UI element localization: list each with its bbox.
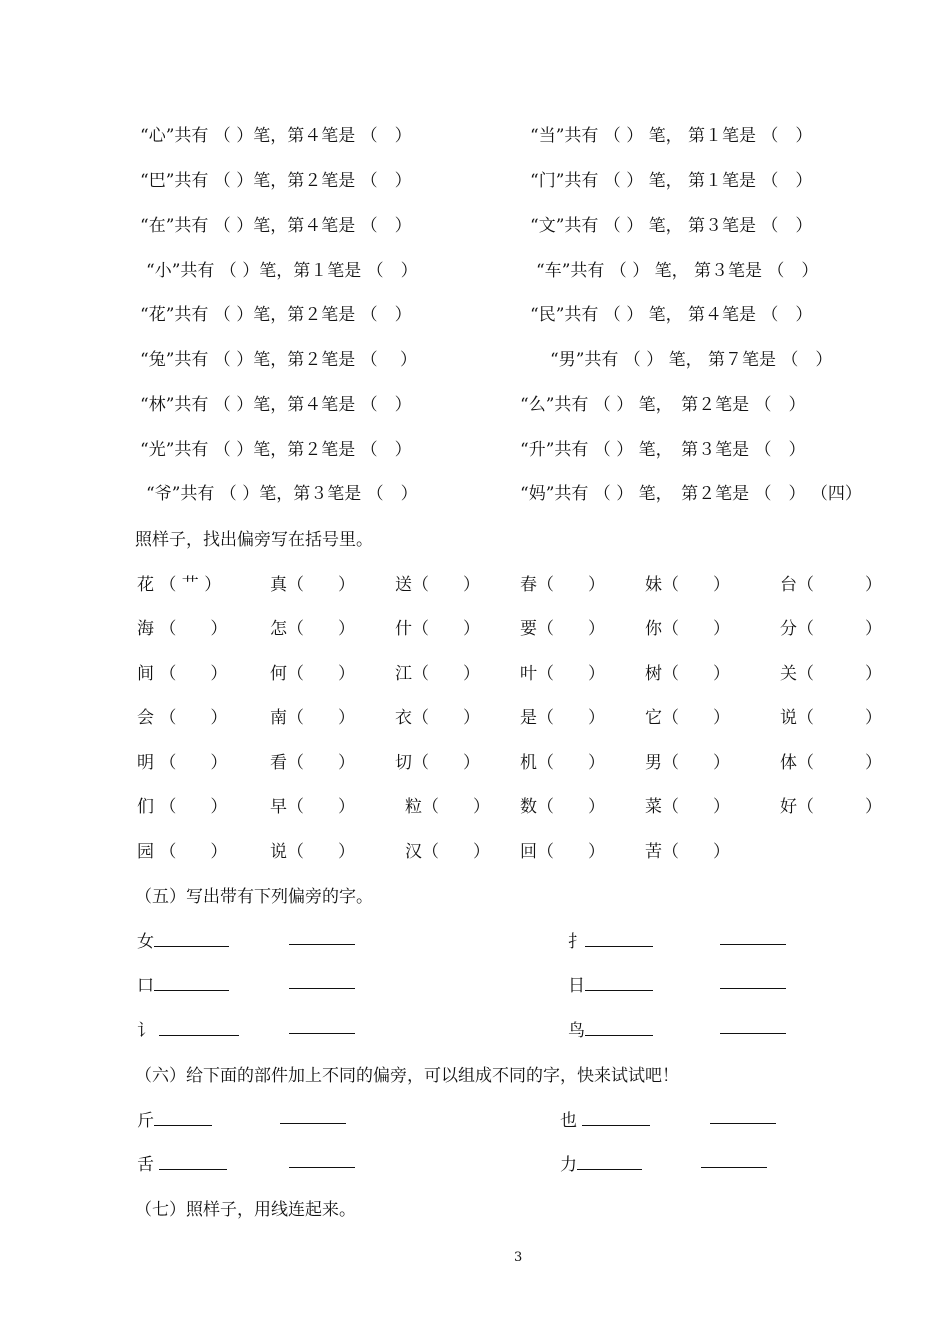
radical-item: 苦（ ）	[645, 842, 730, 862]
answer-blank[interactable]	[585, 932, 653, 947]
radical-blank-row	[568, 971, 653, 996]
radical-blank-row	[568, 927, 653, 952]
answer-blank[interactable]	[720, 974, 786, 989]
answer-blank[interactable]	[289, 974, 355, 989]
radical-item: 怎（ ）	[270, 619, 355, 639]
radical-item: 们 （ ）	[137, 797, 228, 817]
radical-item: 好（ ）	[780, 797, 882, 817]
stroke-question-right: “门”共有 （ ） 笔， 第１笔是 （ ）	[530, 171, 813, 191]
stroke-question-right: “民”共有 （ ） 笔， 第４笔是 （ ）	[530, 305, 813, 325]
answer-blank[interactable]	[585, 1021, 653, 1036]
radical-item: 是（ ）	[520, 708, 605, 728]
radical-item: 春（ ）	[520, 575, 605, 595]
part-blank-row	[560, 1150, 642, 1175]
radical-item: 分（ ）	[780, 619, 882, 639]
radical-item: 汉（ ）	[405, 842, 490, 862]
radical-item: 花 （ 艹 ）	[137, 575, 222, 595]
radical-item: 说（ ）	[270, 842, 355, 862]
stroke-question-left: “光”共有 （ ）笔，第２笔是 （ ）	[140, 440, 412, 460]
radical-item: 江（ ）	[395, 664, 480, 684]
radical-item: 粒（ ）	[405, 797, 490, 817]
answer-blank[interactable]	[710, 1109, 776, 1124]
radical-item: 机（ ）	[520, 753, 605, 773]
answer-blank[interactable]	[159, 1155, 227, 1170]
stroke-question-right: “升”共有 （ ） 笔， 第３笔是 （ ）	[520, 440, 806, 460]
part-label: 斤	[137, 1111, 154, 1131]
radical-item: 要（ ）	[520, 619, 605, 639]
stroke-question-right: “男”共有 （ ） 笔， 第７笔是 （ ）	[550, 350, 833, 370]
radical-blank-row	[137, 927, 229, 952]
section-4-title: 照样子，找出偏旁写在括号里。	[135, 530, 373, 550]
radical-item: 会 （ ）	[137, 708, 228, 728]
section-7-title: （七）照样子，用线连起来。	[135, 1200, 356, 1220]
radical-item: 切（ ）	[395, 753, 480, 773]
radical-item: 何（ ）	[270, 664, 355, 684]
radical-item: 什（ ）	[395, 619, 480, 639]
radical-item: 回（ ）	[520, 842, 605, 862]
radical-item: 送（ ）	[395, 575, 480, 595]
answer-blank[interactable]	[159, 1021, 239, 1036]
radical-item: 菜（ ）	[645, 797, 730, 817]
stroke-question-left: “巴”共有 （ ）笔，第２笔是 （ ）	[140, 171, 412, 191]
radical-item: 你（ ）	[645, 619, 730, 639]
radical-label: 鸟	[568, 1021, 585, 1041]
radical-item: 关（ ）	[780, 664, 882, 684]
stroke-question-right: “么”共有 （ ） 笔， 第２笔是 （ ）	[520, 395, 806, 415]
radical-item: 明 （ ）	[137, 753, 228, 773]
answer-blank[interactable]	[701, 1153, 767, 1168]
part-label: 也	[560, 1111, 577, 1131]
radical-item: 海 （ ）	[137, 619, 228, 639]
part-blank-row	[137, 1150, 227, 1175]
radical-blank-row	[568, 1016, 653, 1041]
stroke-question-left: “在”共有 （ ）笔，第４笔是 （ ）	[140, 216, 412, 236]
stroke-question-left: “花”共有 （ ）笔，第２笔是 （ ）	[140, 305, 412, 325]
radical-blank-row	[137, 1016, 239, 1041]
stroke-question-left: “小”共有 （ ）笔，第１笔是 （ ）	[146, 261, 418, 281]
answer-blank[interactable]	[154, 932, 229, 947]
radical-item: 园 （ ）	[137, 842, 228, 862]
stroke-question-right: “当”共有 （ ） 笔， 第１笔是 （ ）	[530, 126, 813, 146]
answer-blank[interactable]	[585, 976, 653, 991]
answer-blank[interactable]	[577, 1155, 642, 1170]
answer-blank[interactable]	[720, 1019, 786, 1034]
page-number: 3	[514, 1250, 523, 1265]
radical-item: 说（ ）	[780, 708, 882, 728]
answer-blank[interactable]	[289, 930, 355, 945]
answer-blank[interactable]	[154, 976, 229, 991]
answer-blank[interactable]	[582, 1111, 650, 1126]
stroke-question-right: “妈”共有 （ ） 笔， 第２笔是 （ ） （四）	[520, 484, 862, 504]
radical-label: 口	[137, 976, 154, 996]
radical-blank-row	[137, 971, 229, 996]
stroke-question-left: “爷”共有 （ ）笔，第３笔是 （ ）	[146, 484, 418, 504]
answer-blank[interactable]	[720, 930, 786, 945]
part-label: 舌	[137, 1155, 154, 1175]
radical-label: 日	[568, 976, 585, 996]
radical-item: 看（ ）	[270, 753, 355, 773]
radical-item: 体（ ）	[780, 753, 882, 773]
radical-item: 叶（ ）	[520, 664, 605, 684]
radical-item: 男（ ）	[645, 753, 730, 773]
part-blank-row	[137, 1106, 212, 1131]
answer-blank[interactable]	[289, 1153, 355, 1168]
radical-label: 女	[137, 932, 154, 952]
section-6-title: （六）给下面的部件加上不同的偏旁，可以组成不同的字，快来试试吧！	[135, 1066, 679, 1086]
stroke-question-left: “林”共有 （ ）笔，第４笔是 （ ）	[140, 395, 412, 415]
answer-blank[interactable]	[154, 1111, 212, 1126]
radical-item: 间 （ ）	[137, 664, 228, 684]
radical-item: 真（ ）	[270, 575, 355, 595]
radical-item: 南（ ）	[270, 708, 355, 728]
radical-item: 衣（ ）	[395, 708, 480, 728]
answer-blank[interactable]	[289, 1019, 355, 1034]
part-blank-row	[560, 1106, 650, 1131]
radical-item: 台（ ）	[780, 575, 882, 595]
stroke-question-right: “车”共有 （ ） 笔， 第３笔是 （ ）	[536, 261, 819, 281]
radical-item: 妹（ ）	[645, 575, 730, 595]
section-5-title: （五）写出带有下列偏旁的字。	[135, 887, 373, 907]
answer-blank[interactable]	[280, 1109, 346, 1124]
radical-item: 树（ ）	[645, 664, 730, 684]
radical-item: 早（ ）	[270, 797, 355, 817]
radical-label: 讠	[137, 1021, 154, 1041]
radical-label: 扌	[568, 932, 585, 952]
radical-item: 数（ ）	[520, 797, 605, 817]
part-label: 力	[560, 1155, 577, 1175]
radical-item: 它（ ）	[645, 708, 730, 728]
stroke-question-left: “心”共有 （ ）笔，第４笔是 （ ）	[140, 126, 412, 146]
stroke-question-left: “兔”共有 （ ）笔，第２笔是 （ ）	[140, 350, 417, 370]
stroke-question-right: “文”共有 （ ） 笔， 第３笔是 （ ）	[530, 216, 813, 236]
